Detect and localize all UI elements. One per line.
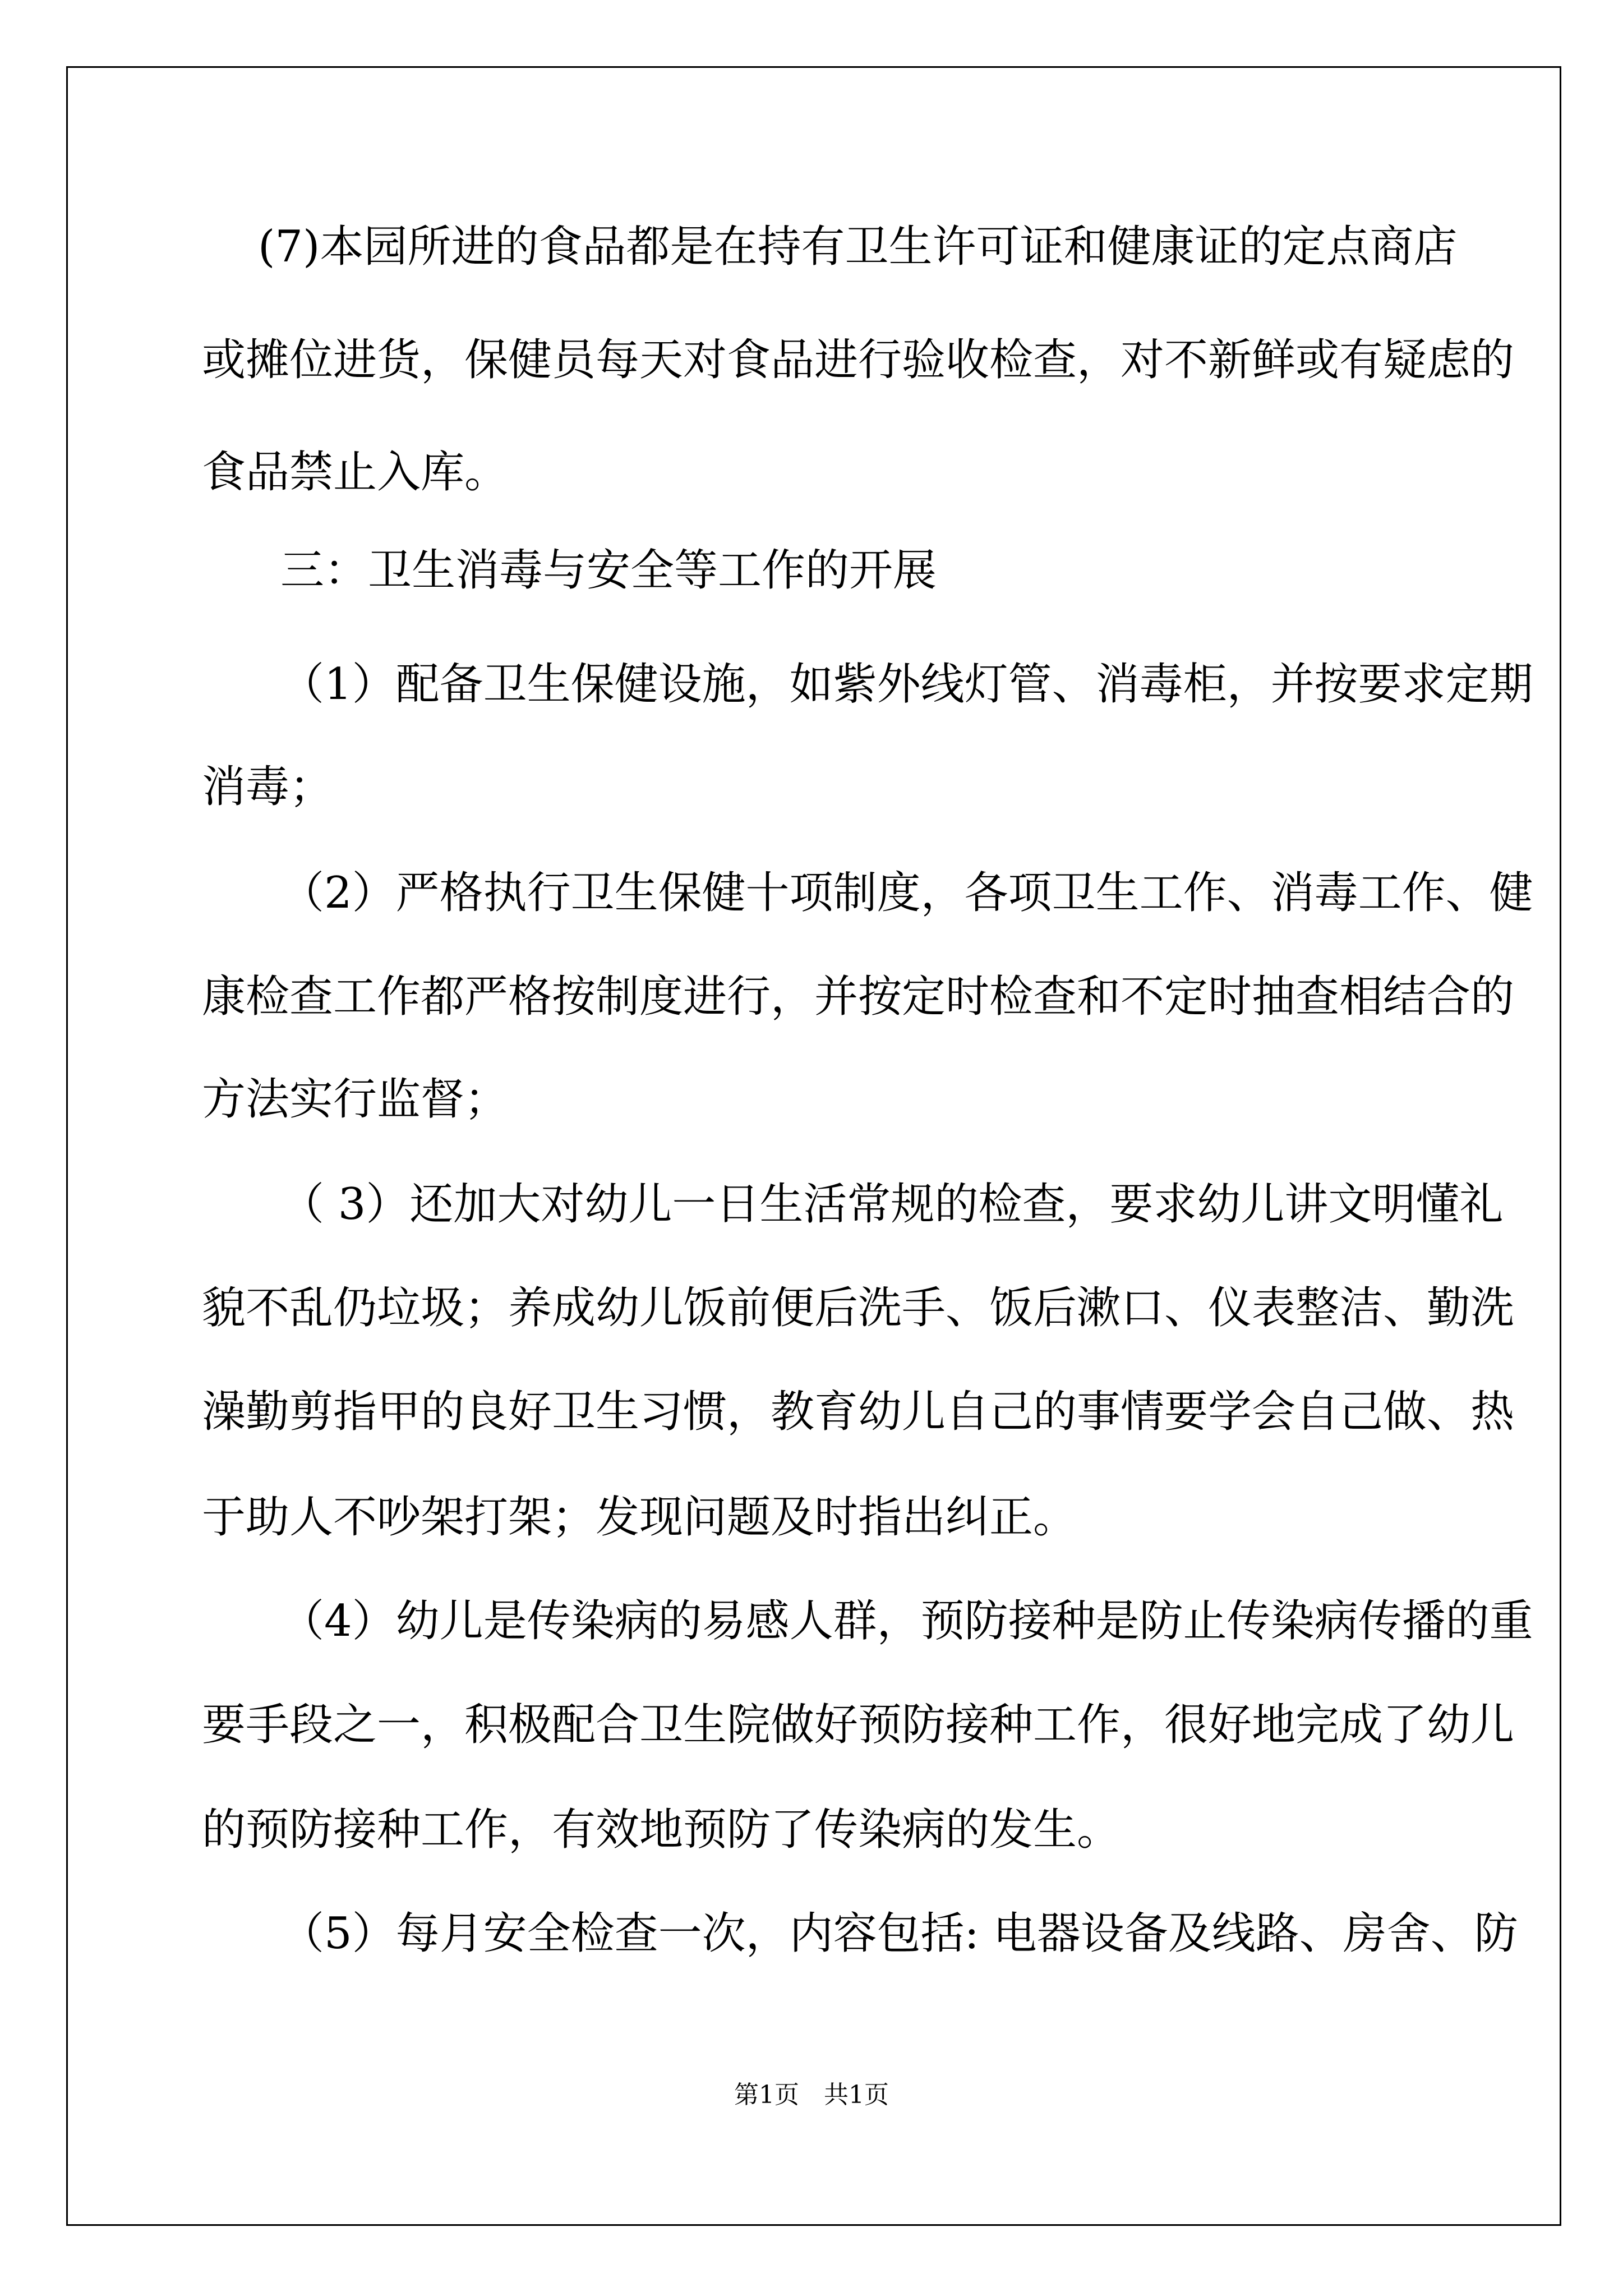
paragraph-line: （2）严格执行卫生保健十项制度，各项卫生工作、消毒工作、健 [280, 868, 1533, 918]
paragraph-line: (7)本园所进的食品都是在持有卫生许可证和健康证的定点商店 [258, 222, 1458, 272]
paragraph-line: 食品禁止入库。 [202, 447, 509, 498]
paragraph-line: 消毒； [202, 762, 334, 812]
paragraph-line: 方法实行监督； [202, 1074, 509, 1125]
section-heading: 三：卫生消毒与安全等工作的开展 [280, 545, 937, 596]
paragraph-line: 或摊位进货，保健员每天对食品进行验收检查，对不新鲜或有疑虑的 [202, 335, 1515, 385]
paragraph-line: 要手段之一，积极配合卫生院做好预防接种工作，很好地完成了幼儿 [202, 1700, 1515, 1750]
paragraph-line: 的预防接种工作，有效地预防了传染病的发生。 [202, 1805, 1121, 1855]
paragraph-line: （5）每月安全检查一次，内容包括: 电器设备及线路、房舍、防 [280, 1908, 1518, 1959]
paragraph-line: （1）配备卫生保健设施，如紫外线灯管、消毒柜，并按要求定期 [280, 659, 1533, 710]
paragraph-line: 康检查工作都严格按制度进行，并按定时检查和不定时抽查相结合的 [202, 972, 1515, 1022]
paragraph-line: 貌不乱仍垃圾；养成幼儿饭前便后洗手、饭后漱口、仪表整洁、勤洗 [202, 1283, 1515, 1333]
paragraph-line: （ 3）还加大对幼儿一日生活常规的检查，要求幼儿讲文明懂礼 [280, 1179, 1504, 1230]
paragraph-line: （4）幼儿是传染病的易感人群，预防接种是防止传染病传播的重 [280, 1596, 1533, 1646]
page-footer: 第1页 共1页 [734, 2081, 889, 2109]
paragraph-line: 澡勤剪指甲的良好卫生习惯，教育幼儿自己的事情要学会自己做、热 [202, 1387, 1515, 1437]
page-border [66, 66, 1561, 2226]
paragraph-line: 于助人不吵架打架；发现问题及时指出纠正。 [202, 1492, 1077, 1543]
